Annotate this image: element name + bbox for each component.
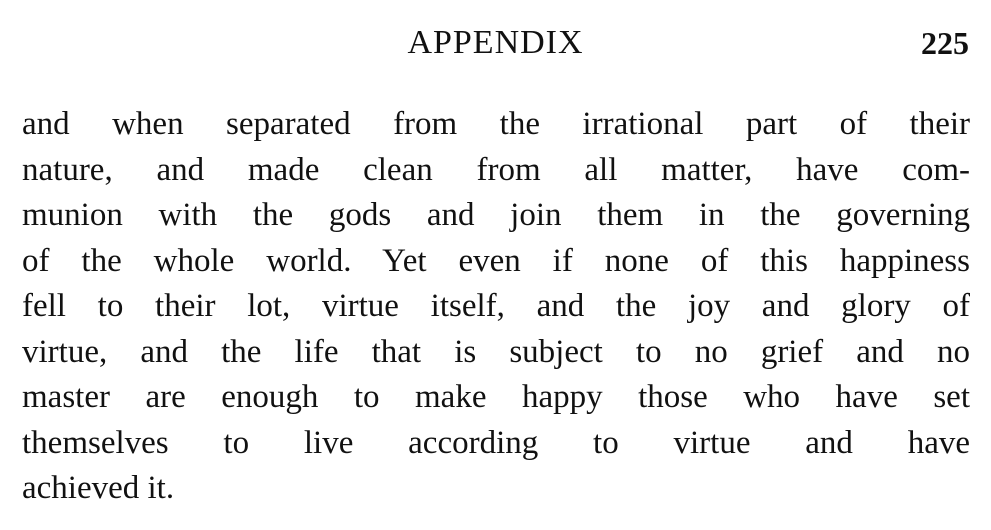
text-line: munion with the gods and join them in the governing [22, 197, 970, 233]
text-line: achieved it. [22, 470, 175, 506]
running-head [0, 18, 991, 68]
running-title: APPENDIX [407, 24, 584, 61]
text-line: themselves to live according to virtue and have [22, 424, 970, 461]
text-line: nature, and made clean from all matter, have com- [22, 151, 970, 188]
text-line: fell to their lot, virtue itself, and the joy and glory of [22, 288, 970, 324]
text-line: master are enough to make happy those who have set [22, 379, 970, 415]
text-line: and when separated from the irrational part of their [22, 106, 970, 142]
text-line: virtue, and the life that is subject to no grief and no [22, 333, 970, 370]
text-line: of the whole world. Yet even if none of this happiness [22, 242, 970, 279]
body-paragraph [22, 102, 970, 512]
page-number: 225 [921, 25, 969, 61]
